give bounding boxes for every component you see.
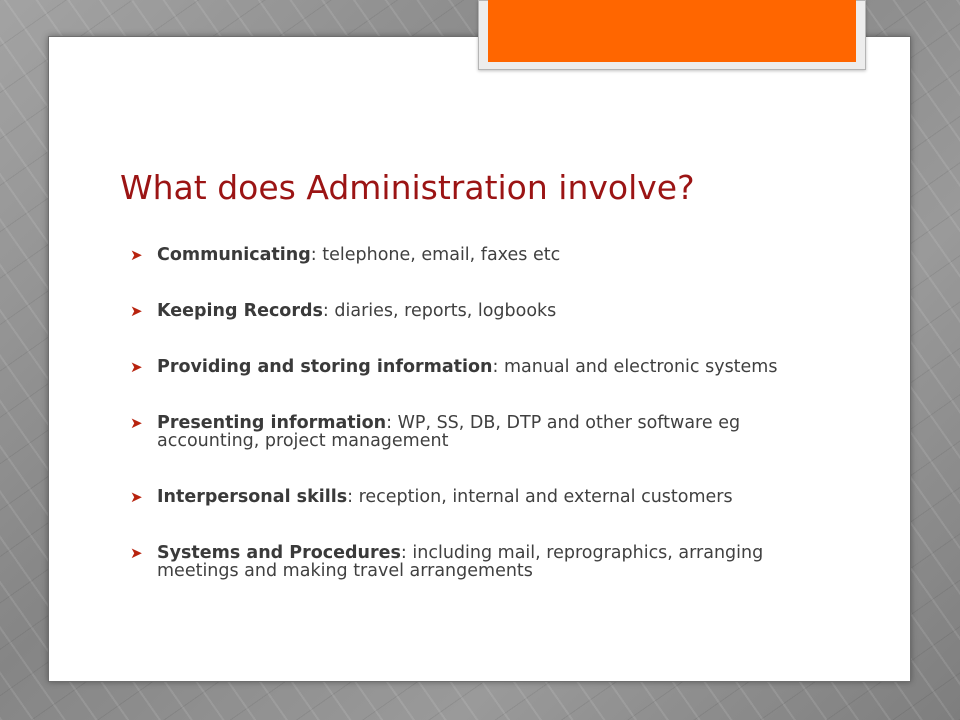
bullet-term: Interpersonal skills xyxy=(157,487,348,507)
accent-block xyxy=(488,0,856,62)
bullet-separator: : xyxy=(400,543,413,563)
bullet-item-keeping-records xyxy=(130,302,810,320)
arrow-bullet-icon: ➤ xyxy=(130,302,143,320)
bullet-description: reception, internal and external customers xyxy=(358,487,733,507)
bullet-description: WP, SS, DB, DTP and other software eg accounting, project management xyxy=(157,413,741,451)
bullet-separator: : xyxy=(322,301,335,321)
bullet-item-providing-information xyxy=(130,358,810,376)
arrow-bullet-icon: ➤ xyxy=(130,488,143,506)
bullet-separator: : xyxy=(386,413,398,433)
bullet-description: including mail, reprographics, arranging meetings and making travel arrangements xyxy=(157,543,764,581)
bullet-item-communicating xyxy=(130,246,810,264)
bullet-description: diaries, reports, logbooks xyxy=(334,301,557,321)
bullet-separator: : xyxy=(492,357,504,377)
arrow-bullet-icon: ➤ xyxy=(130,414,143,432)
bullet-separator: : xyxy=(310,245,323,265)
bullet-item-systems-procedures xyxy=(130,544,810,580)
bullet-term: Systems and Procedures xyxy=(157,543,401,563)
slide-title: What does Administration involve? xyxy=(120,168,695,207)
bullet-term: Communicating xyxy=(157,245,311,265)
bullet-term: Providing and storing information xyxy=(157,357,493,377)
bullet-item-interpersonal-skills xyxy=(130,488,810,506)
arrow-bullet-icon: ➤ xyxy=(130,358,143,376)
bullet-term: Presenting information xyxy=(157,413,387,433)
bullet-list xyxy=(130,246,810,618)
arrow-bullet-icon: ➤ xyxy=(130,544,143,562)
bullet-separator: : xyxy=(347,487,359,507)
bullet-description: manual and electronic systems xyxy=(503,357,778,377)
arrow-bullet-icon: ➤ xyxy=(130,246,143,264)
bullet-term: Keeping Records xyxy=(157,301,323,321)
bullet-item-presenting-information xyxy=(130,414,810,450)
bullet-description: telephone, email, faxes etc xyxy=(322,245,561,265)
